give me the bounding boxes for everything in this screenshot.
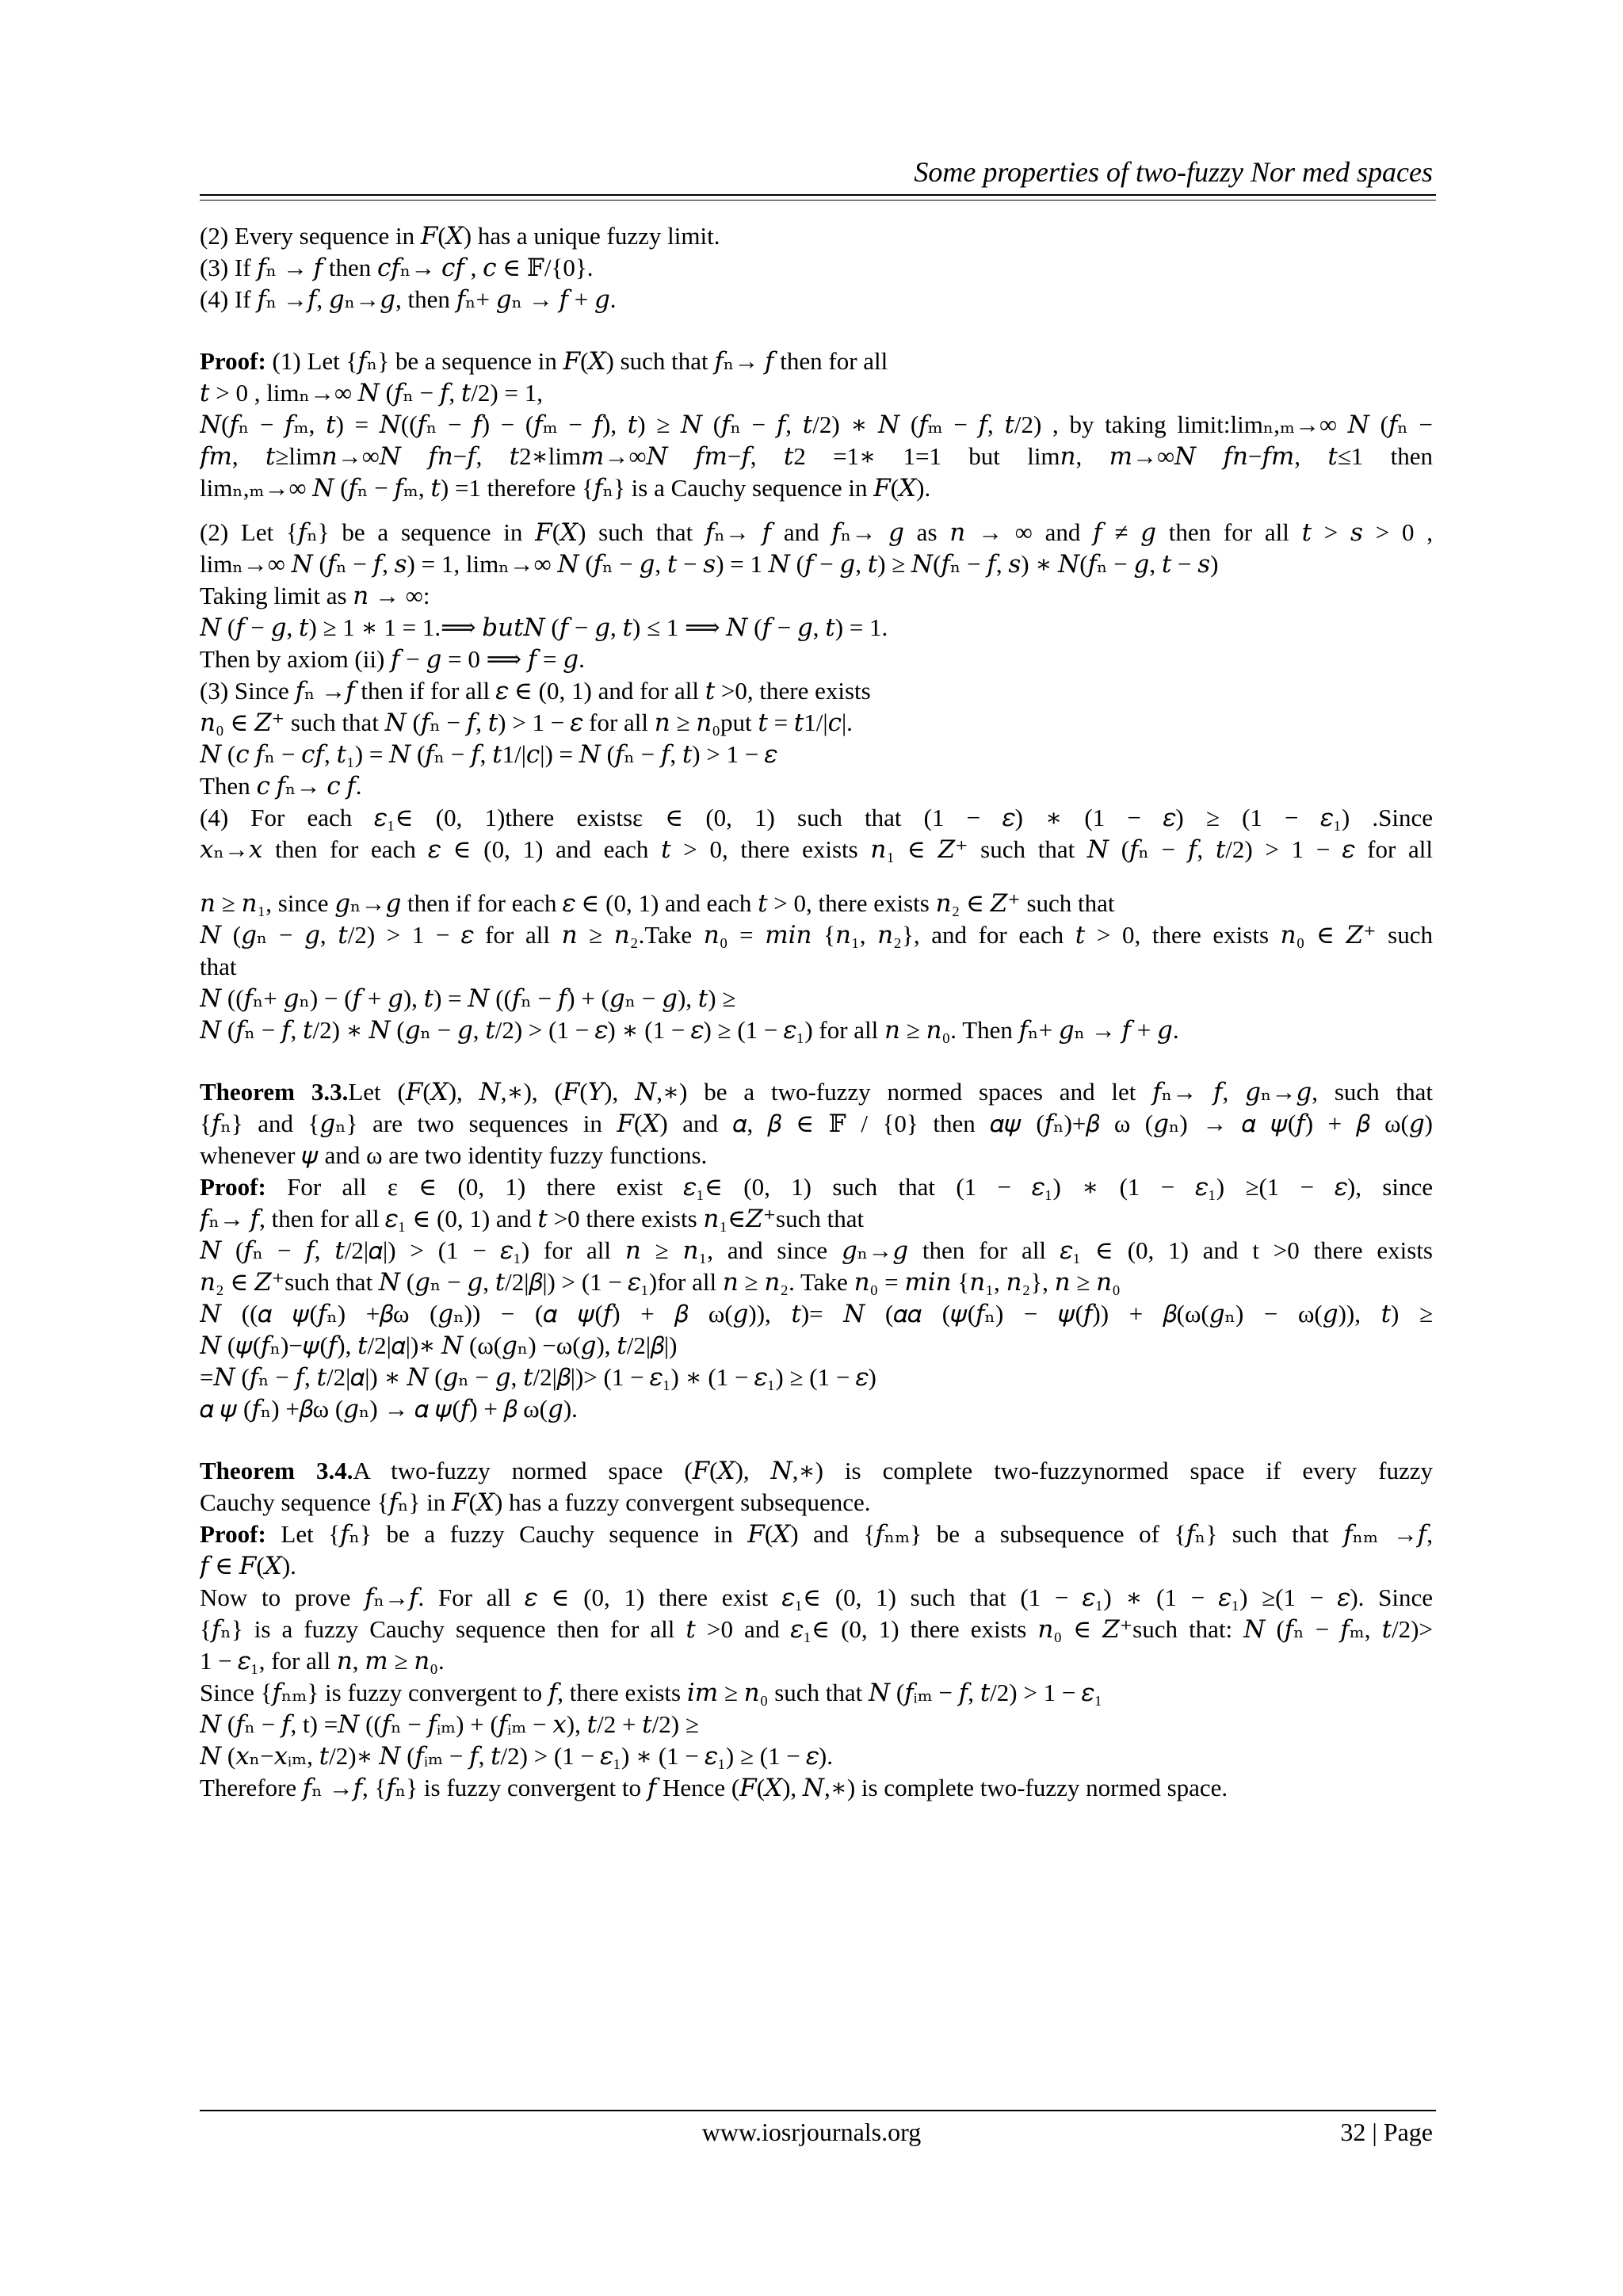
line-text: 𝑁 (𝑓ₙ − 𝑓, 𝑡/2) ∗ 𝑁 (𝑔ₙ − 𝑔, 𝑡/2) > (1 − 𝜀) ∗ (1 − 𝜀) ≥ (1 − 𝜀₁) for all 𝑛 ≥ 𝑛₀. Then 𝑓ₙ+ 𝑔ₙ → 𝑓 + 𝑔. (200, 1016, 1179, 1044)
text-line (200, 1677, 1433, 1709)
text-line (200, 951, 1433, 983)
bold-label: Proof: (200, 1520, 266, 1548)
line-text: A two-fuzzy normed space (𝐹(𝑋), 𝑁,∗) is complete two-fuzzynormed space if every fuzzy (353, 1457, 1433, 1484)
line-text: limₙ→∞ 𝑁 (𝑓ₙ − 𝑓, 𝑠) = 1, limₙ→∞ 𝑁 (𝑓ₙ − 𝑔, 𝑡 − 𝑠) = 1 𝑁 (𝑓 − 𝑔, 𝑡) ≥ 𝑁(𝑓ₙ − 𝑓, 𝑠) ∗ 𝑁(𝑓ₙ − 𝑔, 𝑡 − 𝑠) (200, 550, 1219, 578)
bold-label: Theorem 3.3. (200, 1078, 349, 1106)
line-text: (4) For each 𝜀₁∈ (0, 1)there existsε ∈ (0, 1) such that (1 − 𝜀) ∗ (1 − 𝜀) ≥ (1 − 𝜀₁) .Since (200, 804, 1433, 831)
text-line (200, 441, 1433, 472)
text-line (200, 983, 1433, 1014)
text-line (200, 1772, 1433, 1804)
text-line (200, 1582, 1433, 1614)
text-line (200, 1014, 1433, 1046)
line-text: 𝑓 ∈ 𝐹(𝑋). (200, 1552, 296, 1580)
text-line (200, 888, 1433, 919)
line-text: (2) Every sequence in 𝐹(𝑋) has a unique fuzzy limit. (200, 222, 720, 250)
line-text: 1 − 𝜀₁, for all 𝑛, 𝑚 ≥ 𝑛₀. (200, 1647, 445, 1675)
line-text: 𝛼 𝜓 (𝑓ₙ) +𝛽ω (𝑔ₙ) → 𝛼 𝜓(𝑓) + 𝛽 ω(𝑔). (200, 1395, 578, 1423)
line-text: 𝑁 (𝜓(𝑓ₙ)−𝜓(𝑓), 𝑡/2|𝛼|)∗ 𝑁 (ω(𝑔ₙ) −ω(𝑔), 𝑡/2|𝛽|) (200, 1331, 678, 1359)
line-text: (3) Since 𝑓ₙ →𝑓 then if for all 𝜀 ∈ (0, 1) and for all 𝑡 >0, there exists (200, 677, 871, 705)
line-text: Now to prove 𝑓ₙ→𝑓. For all 𝜀 ∈ (0, 1) there exist 𝜀₁∈ (0, 1) such that (1 − 𝜀₁) ∗ (1 − 𝜀₁) ≥(1 − 𝜀). Since (200, 1584, 1433, 1611)
line-text: 𝑁 (𝑥ₙ−𝑥ᵢₘ, 𝑡/2)∗ 𝑁 (𝑓ᵢₘ − 𝑓, 𝑡/2) > (1 − 𝜀₁) ∗ (1 − 𝜀₁) ≥ (1 − 𝜀). (200, 1742, 834, 1770)
line-text: 𝑓ₙ→ 𝑓, then for all 𝜀₁ ∈ (0, 1) and 𝑡 >0 there exists 𝑛₁∈𝑍⁺such that (200, 1205, 865, 1232)
bold-label: Theorem 3.4. (200, 1457, 353, 1484)
line-text: 𝑛₀ ∈ 𝑍⁺ such that 𝑁 (𝑓ₙ − 𝑓, 𝑡) > 1 − 𝜀 for all 𝑛 ≥ 𝑛₀put 𝑡 = 𝑡1/|𝑐|. (200, 709, 853, 736)
text-line (200, 220, 1433, 252)
text-line (200, 1330, 1433, 1362)
line-text: Let {𝑓ₙ} be a fuzzy Cauchy sequence in 𝐹(𝑋) and {𝑓ₙₘ} be a subsequence of {𝑓ₙ} such that 𝑓ₙₘ →𝑓, (265, 1520, 1433, 1548)
bold-label: Proof: (200, 1173, 266, 1201)
text-line (200, 1550, 1433, 1582)
text-line (200, 1140, 1433, 1171)
line-text: {𝑓ₙ} is a fuzzy Cauchy sequence then for all 𝑡 >0 and 𝜀₁∈ (0, 1) there exists 𝑛₀ ∈ 𝑍⁺such that: 𝑁 (𝑓ₙ − 𝑓ₘ, 𝑡/2)> (200, 1615, 1433, 1643)
text-line (200, 1519, 1433, 1550)
text-line (200, 1362, 1433, 1393)
text-line (200, 770, 1433, 802)
text-line (200, 1203, 1433, 1235)
line-text: 𝑁 (𝑔ₙ − 𝑔, 𝑡/2) > 1 − 𝜀 for all 𝑛 ≥ 𝑛₂.Take 𝑛₀ = 𝑚𝑖𝑛 {𝑛₁, 𝑛₂}, and for each 𝑡 > 0, there exists 𝑛₀ ∈ 𝑍⁺ such (200, 921, 1433, 949)
paragraph-gap (200, 315, 1433, 346)
text-line (200, 1740, 1433, 1772)
line-text: (3) If 𝑓ₙ → 𝑓 then 𝑐𝑓ₙ→ 𝑐𝑓 , 𝑐 ∈ 𝔽/{0}. (200, 254, 594, 281)
line-text: 𝑁 ((𝛼 𝜓(𝑓ₙ) +𝛽ω (𝑔ₙ)) − (𝛼 𝜓(𝑓) + 𝛽 ω(𝑔)), 𝑡)= 𝑁 (𝛼𝛼 (𝜓(𝑓ₙ) − 𝜓(𝑓)) + 𝛽(ω(𝑔ₙ) − ω(𝑔)), 𝑡) ≥ (200, 1300, 1433, 1328)
line-text: 𝑁 (𝑐 𝑓ₙ − 𝑐𝑓, 𝑡₁) = 𝑁 (𝑓ₙ − 𝑓, 𝑡1/|𝑐|) = 𝑁 (𝑓ₙ − 𝑓, 𝑡) > 1 − 𝜀 (200, 740, 777, 768)
text-line (200, 612, 1433, 644)
line-text: 𝑛 ≥ 𝑛₁, since 𝑔ₙ→𝑔 then if for each 𝜀 ∈ (0, 1) and each 𝑡 > 0, there exists 𝑛₂ ∈ 𝑍⁺ such that (200, 889, 1115, 917)
line-text: Then by axiom (ii) 𝑓 − 𝑔 = 0 ⟹ 𝑓 = 𝑔. (200, 645, 585, 673)
line-text: 𝑁 (𝑓ₙ − 𝑓, 𝑡/2|𝛼|) > (1 − 𝜀₁) for all 𝑛 ≥ 𝑛₁, and since 𝑔ₙ→𝑔 then for all 𝜀₁ ∈ (0, 1) and t >0 there exists (200, 1236, 1433, 1264)
text-line (200, 802, 1433, 834)
text-line (200, 919, 1433, 951)
line-text: 𝑁 ((𝑓ₙ+ 𝑔ₙ) − (𝑓 + 𝑔), 𝑡) = 𝑁 ((𝑓ₙ − 𝑓) + (𝑔ₙ − 𝑔), 𝑡) ≥ (200, 984, 736, 1012)
text-line (200, 1645, 1433, 1677)
line-text: Cauchy sequence {𝑓ₙ} in 𝐹(𝑋) has a fuzzy convergent subsequence. (200, 1488, 871, 1516)
text-line (200, 1487, 1433, 1519)
bold-label: Proof: (200, 347, 266, 375)
text-line (200, 675, 1433, 707)
text-line (200, 284, 1433, 315)
line-text: 𝑛₂ ∈ 𝑍⁺such that 𝑁 (𝑔ₙ − 𝑔, 𝑡/2|𝛽|) > (1 − 𝜀₁)for all 𝑛 ≥ 𝑛₂. Take 𝑛₀ = 𝑚𝑖𝑛 {𝑛₁, 𝑛₂}, 𝑛 ≥ 𝑛₀ (200, 1268, 1121, 1296)
text-line (200, 1298, 1433, 1330)
text-line (200, 1171, 1433, 1203)
text-line (200, 1235, 1433, 1266)
paragraph-gap (200, 1425, 1433, 1455)
line-text: (2) Let {𝑓ₙ} be a sequence in 𝐹(𝑋) such that 𝑓ₙ→ 𝑓 and 𝑓ₙ→ 𝑔 as 𝑛 → ∞ and 𝑓 ≠ 𝑔 then for all 𝑡 > 𝑠 > 0 , (200, 518, 1433, 546)
footer-url: www.iosrjournals.org (701, 2118, 922, 2146)
text-line (200, 252, 1433, 284)
header-rule (200, 194, 1436, 196)
text-line (200, 739, 1433, 770)
paragraph-gap (200, 1046, 1433, 1076)
text-line (200, 1266, 1433, 1298)
text-line (200, 346, 1433, 377)
line-text: Then 𝑐 𝑓ₙ→ 𝑐 𝑓. (200, 772, 362, 800)
line-text: Taking limit as 𝑛 → ∞: (200, 582, 430, 609)
line-text: 𝑡 > 0 , limₙ→∞ 𝑁 (𝑓ₙ − 𝑓, 𝑡/2) = 1, (200, 379, 543, 407)
line-text: 𝑁 (𝑓ₙ − 𝑓, t) =𝑁 ((𝑓ₙ − 𝑓ᵢₘ) + (𝑓ᵢₘ − 𝑥), 𝑡/2 + 𝑡/2) ≥ (200, 1710, 699, 1738)
line-text: Since {𝑓ₙₘ} is fuzzy convergent to 𝑓, there exists 𝑖𝑚 ≥ 𝑛₀ such that 𝑁 (𝑓ᵢₘ − 𝑓, 𝑡/2) > 1 − 𝜀₁ (200, 1679, 1103, 1706)
footer-rule (200, 2110, 1436, 2111)
line-text: whenever 𝜓 and ω are two identity fuzzy functions. (200, 1141, 708, 1169)
paragraph-gap (200, 504, 1433, 517)
line-text: =𝑁 (𝑓ₙ − 𝑓, 𝑡/2|𝛼|) ∗ 𝑁 (𝑔ₙ − 𝑔, 𝑡/2|𝛽|)> (1 − 𝜀₁) ∗ (1 − 𝜀₁) ≥ (1 − 𝜀) (200, 1363, 876, 1391)
page-number: 32 | Page (1340, 2118, 1433, 2146)
line-text: 𝑓𝑚, 𝑡≥lim𝑛→∞𝑁 𝑓𝑛−𝑓, 𝑡2∗lim𝑚→∞𝑁 𝑓𝑚−𝑓, 𝑡2 =1∗ 1=1 but lim𝑛, 𝑚→∞𝑁 𝑓𝑛−𝑓𝑚, 𝑡≤1 then (200, 442, 1433, 470)
text-line (200, 409, 1433, 441)
running-header: Some properties of two-fuzzy Nor med spaces (914, 156, 1433, 188)
text-line (200, 1076, 1433, 1108)
line-text: Let (𝐹(𝑋), 𝑁,∗), (𝐹(𝑌), 𝑁,∗) be a two-fuzzy normed spaces and let 𝑓ₙ→ 𝑓, 𝑔ₙ→𝑔, such that (348, 1078, 1433, 1106)
line-text: (1) Let {𝑓ₙ} be a sequence in 𝐹(𝑋) such that 𝑓ₙ→ 𝑓 then for all (265, 347, 888, 375)
text-line (200, 1393, 1433, 1425)
text-line (200, 1455, 1433, 1487)
text-line (200, 707, 1433, 739)
line-text: Therefore 𝑓ₙ →𝑓, {𝑓ₙ} is fuzzy convergent to 𝑓 Hence (𝐹(𝑋), 𝑁,∗) is complete two-fuzzy normed space. (200, 1774, 1228, 1801)
text-line (200, 548, 1433, 580)
text-line (200, 517, 1433, 548)
line-text: 𝑁(𝑓ₙ − 𝑓ₘ, 𝑡) = 𝑁((𝑓ₙ − 𝑓) − (𝑓ₘ − 𝑓), 𝑡) ≥ 𝑁 (𝑓ₙ − 𝑓, 𝑡/2) ∗ 𝑁 (𝑓ₘ − 𝑓, 𝑡/2) , by taking limit:limₙ,ₘ→∞ 𝑁 (𝑓ₙ − (200, 411, 1433, 438)
paragraph-gap (200, 865, 1433, 888)
text-line (200, 644, 1433, 675)
line-text: 𝑥ₙ→𝑥 then for each 𝜀 ∈ (0, 1) and each 𝑡 > 0, there exists 𝑛₁ ∈ 𝑍⁺ such that 𝑁 (𝑓ₙ − 𝑓, 𝑡/2) > 1 − 𝜀 for all (200, 835, 1433, 863)
text-line (200, 1108, 1433, 1140)
text-line (200, 580, 1433, 612)
line-text: (4) If 𝑓ₙ →𝑓, 𝑔ₙ→𝑔, then 𝑓ₙ+ 𝑔ₙ → 𝑓 + 𝑔. (200, 285, 617, 313)
text-line (200, 1614, 1433, 1645)
line-text: limₙ,ₘ→∞ 𝑁 (𝑓ₙ − 𝑓ₘ, 𝑡) =1 therefore {𝑓ₙ} is a Cauchy sequence in 𝐹(𝑋). (200, 474, 931, 502)
article-body (200, 220, 1433, 1804)
text-line (200, 377, 1433, 409)
text-line (200, 834, 1433, 865)
line-text: For all ε ∈ (0, 1) there exist 𝜀₁∈ (0, 1) such that (1 − 𝜀₁) ∗ (1 − 𝜀₁) ≥(1 − 𝜀), since (265, 1173, 1433, 1201)
text-line (200, 472, 1433, 504)
text-line (200, 1709, 1433, 1740)
line-text: 𝑁 (𝑓 − 𝑔, 𝑡) ≥ 1 ∗ 1 = 1.⟹ 𝑏𝑢𝑡𝑁 (𝑓 − 𝑔, 𝑡) ≤ 1 ⟹ 𝑁 (𝑓 − 𝑔, 𝑡) = 1. (200, 613, 888, 641)
header-rule-thin (200, 200, 1436, 201)
line-text: that (200, 953, 237, 980)
line-text: {𝑓ₙ} and {𝑔ₙ} are two sequences in 𝐹(𝑋) and 𝛼, 𝛽 ∈ 𝔽 / {0} then 𝛼𝜓 (𝑓ₙ)+𝛽 ω (𝑔ₙ) → 𝛼 𝜓(𝑓) + 𝛽 ω(𝑔) (200, 1110, 1433, 1137)
